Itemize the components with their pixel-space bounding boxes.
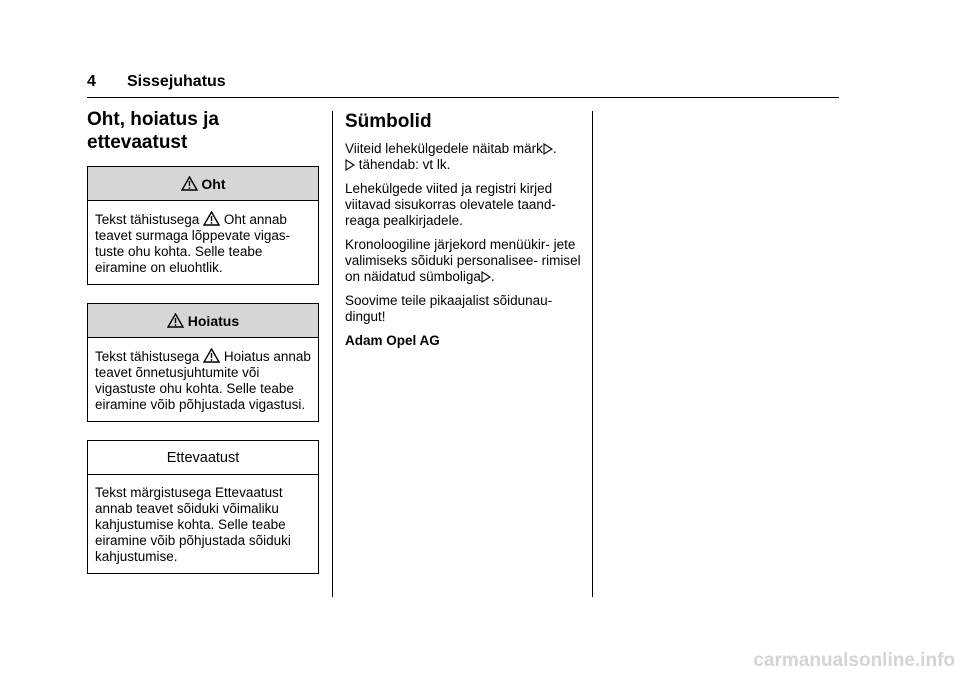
warning-triangle-icon xyxy=(203,211,220,226)
warning-title: Hoiatus xyxy=(88,304,318,338)
paragraph: Soovime teile pikaajalist sõidunau- dingut! xyxy=(345,293,553,324)
watermark: carmanualsonline.info xyxy=(753,650,955,671)
column-divider xyxy=(592,111,593,597)
page-reference-icon xyxy=(481,271,491,283)
danger-box xyxy=(87,166,319,285)
page-number: 4 xyxy=(87,73,96,90)
warning-box xyxy=(87,303,319,422)
column-divider xyxy=(332,111,333,597)
safety-heading: Oht, hoiatus ja ettevaatust xyxy=(87,109,219,153)
left-column xyxy=(87,108,319,592)
danger-text: Tekst tähistusega Oht annab teavet surmaga lõppevate vigas- tuste ohu kohta. Selle teabe eiramine on eluohtlik. xyxy=(95,212,291,275)
warning-triangle-icon xyxy=(203,348,220,363)
page-reference-icon xyxy=(543,143,553,155)
signature: Adam Opel AG xyxy=(345,333,440,348)
section-title: Sissejuhatus xyxy=(127,73,226,90)
paragraph: Kronoloogiline järjekord menüükir- jete valimiseks sõiduki personalisee- rimisel on näidatud sümboliga . xyxy=(345,237,581,284)
caution-title: Ettevaatust xyxy=(88,441,318,475)
warning-text: Tekst tähistusega Hoiatus annab teavet õnnetusjuhtumite või vigastuste ohu kohta. Selle teabe eiramine võib põhjustada vigastusi. xyxy=(95,349,311,412)
danger-title: Oht xyxy=(88,167,318,201)
page-reference-icon xyxy=(345,159,355,171)
paragraph: Lehekülgede viited ja registri kirjed viitavad sisukorras olevatele taand- reaga pealkirjadele. xyxy=(345,181,556,228)
page-header xyxy=(87,71,839,98)
warning-triangle-icon xyxy=(167,313,184,328)
paragraph: Viiteid lehekülgedele näitab märk . tähendab: vt lk. xyxy=(345,141,557,172)
caution-box xyxy=(87,440,319,574)
symbols-heading: Sümbolid xyxy=(345,111,432,132)
right-column xyxy=(345,110,585,357)
warning-triangle-icon xyxy=(181,176,198,191)
caution-text: Tekst märgistusega Ettevaatust annab teavet sõiduki võimaliku kahjustumise kohta. Selle teabe eiramine võib põhjustada sõiduki kahjustumise. xyxy=(95,485,291,564)
